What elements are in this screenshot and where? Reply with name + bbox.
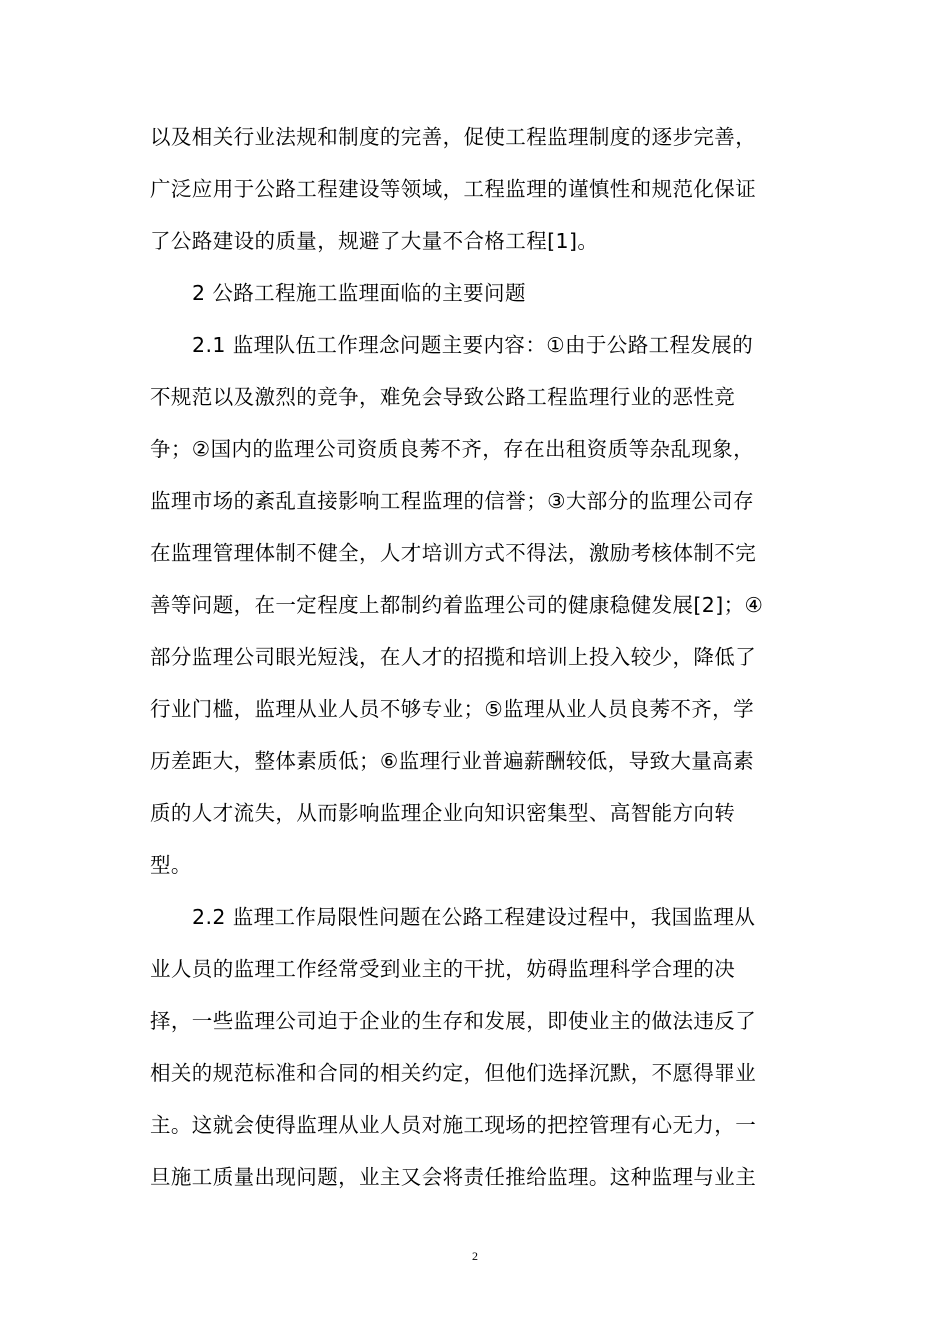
body-text-line: 主。这就会使得监理从业人员对施工现场的把控管理有心无力，一 [150, 1113, 757, 1137]
body-text-line: 广泛应用于公路工程建设等领域，工程监理的谨慎性和规范化保证 [150, 177, 757, 201]
body-text-line: 争；②国内的监理公司资质良莠不齐，存在出租资质等杂乱现象， [150, 437, 754, 461]
body-text-line: 在监理管理体制不健全，人才培训方式不得法，激励考核体制不完 [150, 541, 757, 565]
body-text-line: 不规范以及激烈的竞争，难免会导致公路工程监理行业的恶性竞 [150, 385, 736, 409]
body-text-line: 善等问题，在一定程度上都制约着监理公司的健康稳健发展[2]；④ [150, 593, 764, 617]
body-text-line: 了公路建设的质量，规避了大量不合格工程[1]。 [150, 229, 599, 253]
body-text-line: 部分监理公司眼光短浅，在人才的招揽和培训上投入较少，降低了 [150, 645, 757, 669]
subsection-first-line: 2.1 监理队伍工作理念问题主要内容：①由于公路工程发展的 [192, 333, 754, 357]
body-text-line: 旦施工质量出现问题，业主又会将责任推给监理。这种监理与业主 [150, 1165, 757, 1189]
body-text-line: 历差距大，整体素质低；⑥监理行业普遍薪酬较低，导致大量高素 [150, 749, 754, 773]
body-text-line: 相关的规范标准和合同的相关约定，但他们选择沉默，不愿得罪业 [150, 1061, 757, 1085]
body-text-line: 业人员的监理工作经常受到业主的干扰，妨碍监理科学合理的决 [150, 957, 736, 981]
body-text-line: 以及相关行业法规和制度的完善，促使工程监理制度的逐步完善， [150, 125, 757, 149]
body-text-line: 质的人才流失，从而影响监理企业向知识密集型、高智能方向转 [150, 801, 736, 825]
page-number: 2 [472, 1249, 478, 1263]
body-text-line: 型。 [150, 853, 192, 877]
section-heading: 2 公路工程施工监理面临的主要问题 [192, 281, 526, 305]
body-text-line: 监理市场的紊乱直接影响工程监理的信誉；③大部分的监理公司存 [150, 489, 754, 513]
subsection-first-line: 2.2 监理工作局限性问题在公路工程建设过程中，我国监理从 [192, 905, 756, 929]
body-text-line: 择，一些监理公司迫于企业的生存和发展，即使业主的做法违反了 [150, 1009, 757, 1033]
body-text-line: 行业门槛，监理从业人员不够专业；⑤监理从业人员良莠不齐，学 [150, 697, 754, 721]
